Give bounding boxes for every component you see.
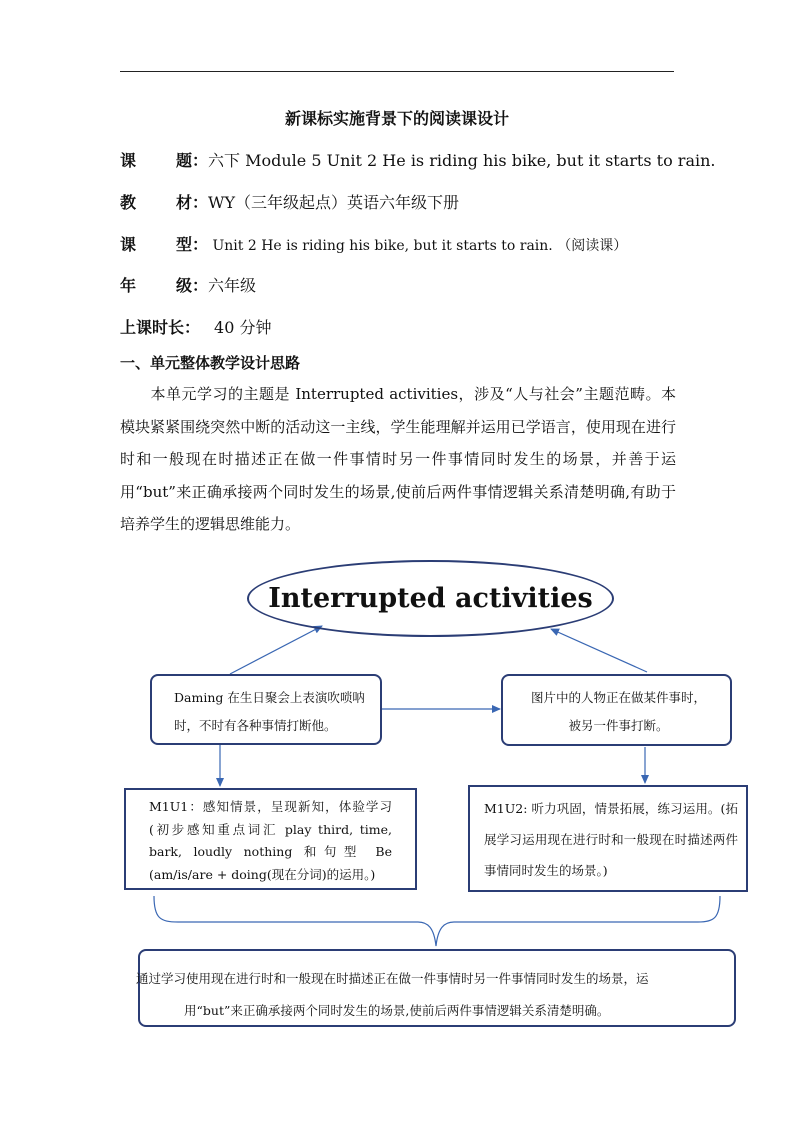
m1u1-box: M1U1：感知情景，呈现新知，体验学习(初步感知重点词汇 play third, time, bark, loudly nothing 和句型 Be (am/is/are + doing(现在分词)的运用。) [124, 788, 417, 890]
right-story-box: 图片中的人物正在做某件事时，被另一件事打断。 [501, 674, 732, 746]
field-type-label-b: 型 [176, 235, 193, 254]
bracket [154, 896, 720, 946]
arrow-left-to-center [230, 626, 322, 674]
summary-box [138, 949, 736, 1027]
field-grade-value: 六年级 [208, 276, 257, 295]
summary-line-1: 通过学习使用现在进行时和一般现在时描述正在做一件事情时另一件事情同时发生的场景，运 [136, 971, 649, 986]
field-topic-value: 六下 Module 5 Unit 2 He is riding his bike, but it starts to rain. [208, 151, 716, 170]
field-duration-label: 上课时长： [120, 318, 201, 337]
m1u2-box: M1U2: 听力巩固，情景拓展，练习运用。(拓展学习运用现在进行时和一般现在时描述两件事情同时发生的场景。) [468, 785, 748, 892]
field-material-value: WY（三年级起点）英语六年级下册 [208, 193, 460, 212]
field-material-colon: ： [192, 193, 209, 212]
section-heading: 一、单元整体教学设计思路 [120, 354, 301, 372]
summary-line-2: 用“but”来正确承接两个同时发生的场景,使前后两件事情逻辑关系清楚明确。 [184, 1003, 610, 1018]
center-topic-ellipse: Interrupted activities [247, 560, 614, 637]
arrow-right-to-center [551, 629, 647, 672]
field-duration-value: 40 分钟 [214, 318, 272, 337]
field-type-colon: ： [192, 235, 209, 254]
field-topic-label-a: 课 [120, 151, 137, 170]
field-type-label-a: 课 [120, 235, 137, 254]
document-title: 新课标实施背景下的阅读课设计 [284, 109, 509, 128]
field-grade-label-b: 级 [176, 276, 193, 295]
field-material-label-b: 材 [176, 193, 193, 212]
field-topic-colon: ： [192, 151, 209, 170]
field-topic-label-b: 题 [176, 151, 193, 170]
field-grade-label-a: 年 [120, 276, 137, 295]
left-story-box: Daming 在生日聚会上表演吹唢呐时，不时有各种事情打断他。 [150, 674, 382, 745]
field-type-value: Unit 2 He is riding his bike, but it starts to rain. （阅读课） [208, 238, 628, 254]
field-grade-colon: ： [192, 276, 209, 295]
field-material-label-a: 教 [120, 193, 137, 212]
paragraph-text: 本单元学习的主题是 Interrupted activities，涉及“人与社会”主题范畴。本模块紧紧围绕突然中断的活动这一主线，学生能理解并运用已学语言，使用现在进行时和一般现在时描述正在做一件事情时另一件事情同时发生的场景，并善于运用“but”来正确承接两个同时发生的场景,使前后两件事情逻辑关系清楚明确,有助于培养学生的逻辑思维能力。 [120, 385, 676, 533]
